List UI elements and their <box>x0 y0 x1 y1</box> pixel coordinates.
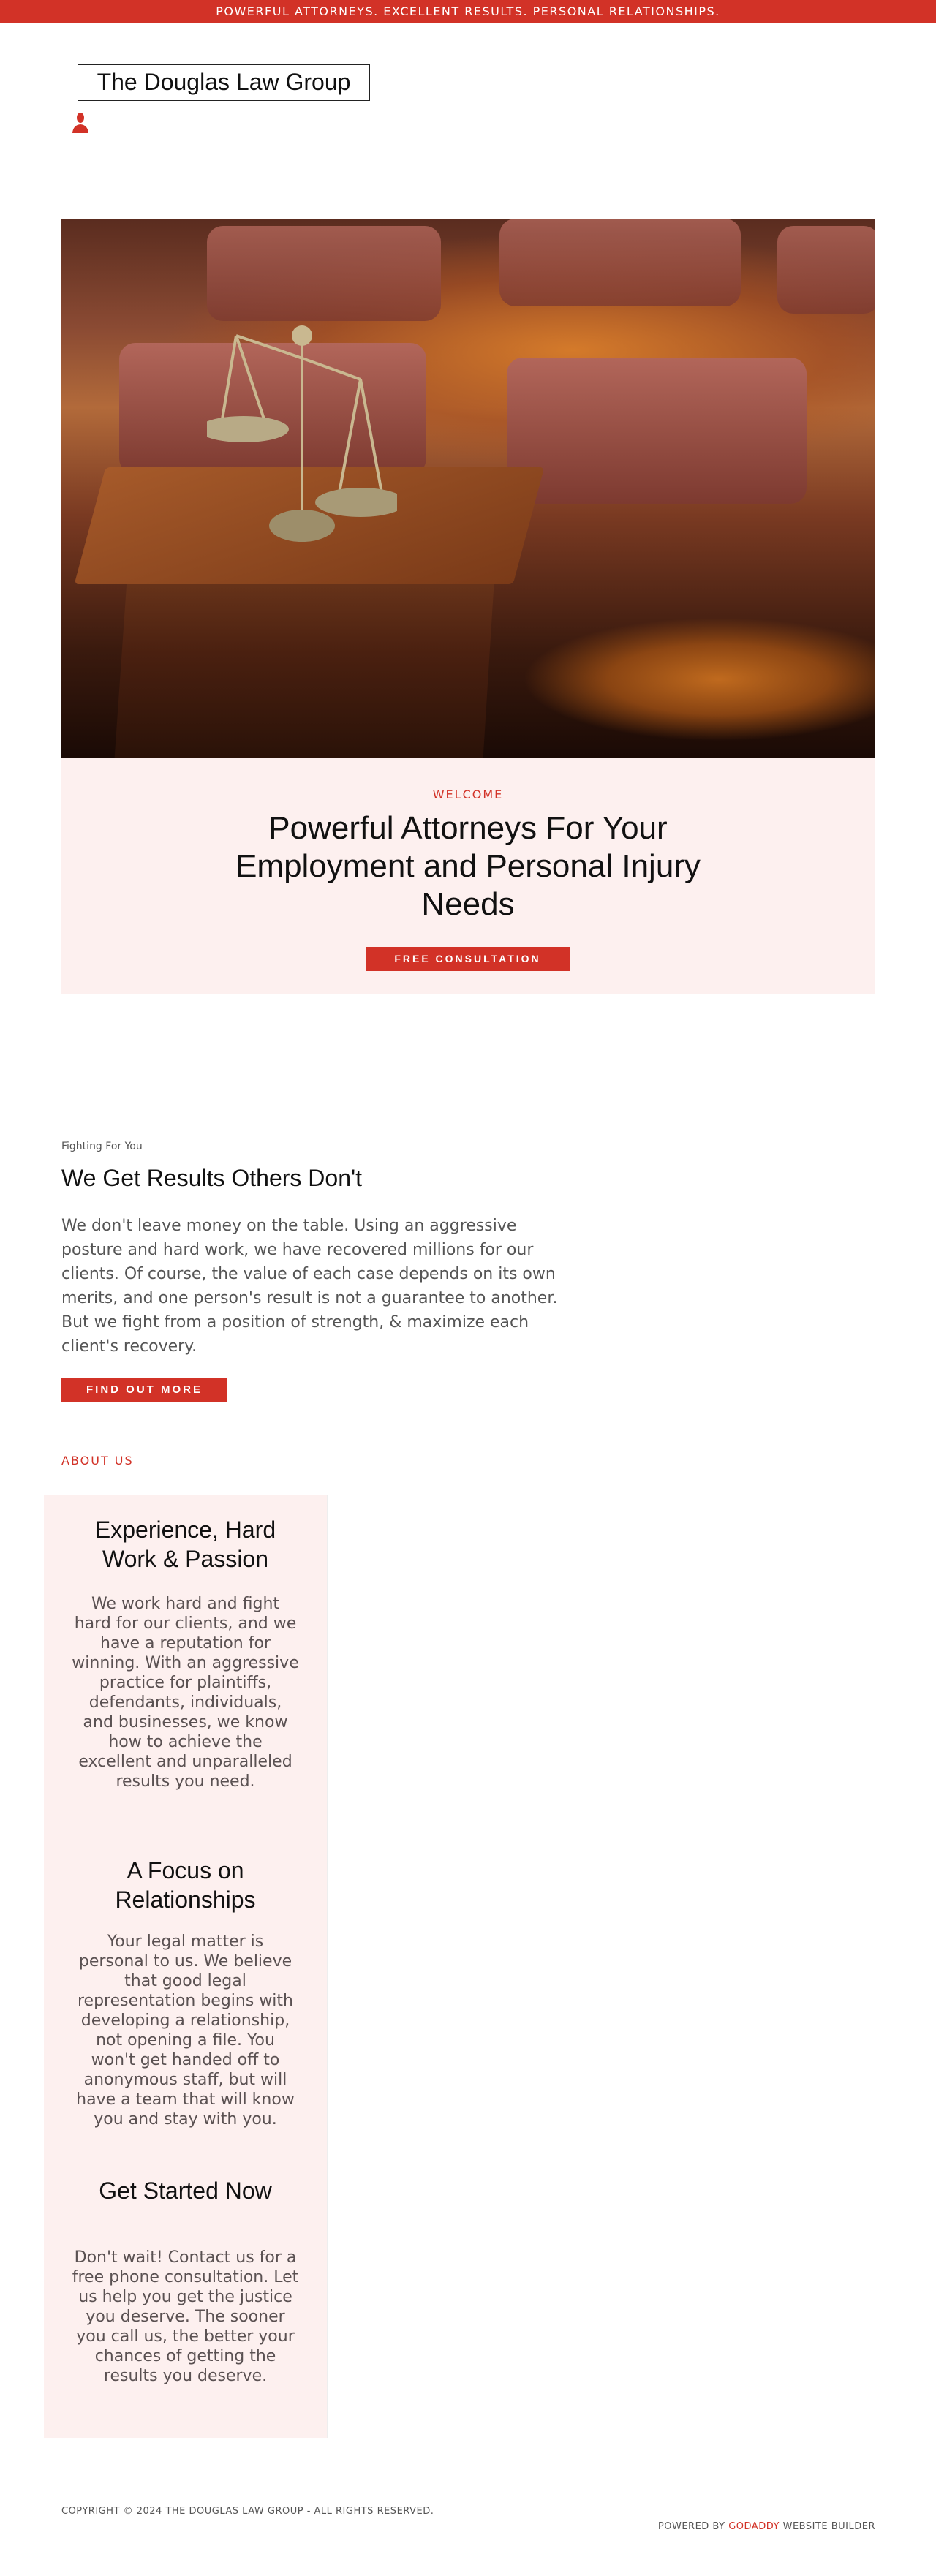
powered-by <box>658 2521 875 2532</box>
about-us-label: ABOUT US <box>61 1454 134 1468</box>
free-consultation-button[interactable]: FREE CONSULTATION <box>366 947 570 971</box>
about-card-text: Don't wait! Contact us for a free phone consultation. Let us help you get the justice you deserve. The sooner you call us, the better your chances of getting the results you deserve. <box>72 2248 299 2385</box>
results-title: We Get Results Others Don't <box>61 1165 362 1191</box>
announcement-bar: POWERFUL ATTORNEYS. EXCELLENT RESULTS. PERSONAL RELATIONSHIPS. <box>0 0 936 23</box>
welcome-panel <box>61 758 875 994</box>
find-out-more-button[interactable]: FIND OUT MORE <box>61 1378 227 1402</box>
about-card-title: A Focus on Relationships <box>115 1857 256 1913</box>
site-logo[interactable]: The Douglas Law Group <box>78 64 370 101</box>
about-card-title: Experience, Hard Work & Passion <box>94 1516 276 1572</box>
welcome-eyebrow: WELCOME <box>432 787 504 801</box>
hero-image-courtroom-scales <box>61 219 875 758</box>
hero-title: Powerful Attorneys For Your Employment and Personal Injury Needs <box>235 810 701 922</box>
powered-by-suffix: WEBSITE BUILDER <box>782 2521 875 2532</box>
godaddy-link[interactable]: GODADDY <box>728 2521 780 2532</box>
results-text: We don't leave money on the table. Using an aggressive posture and hard work, we have recovered millions for our clients. Of course, the value of each case depends on its own merits, and one person's result is not a guarantee to another. But we fight from a position of strength, & maximize each client's recovery. <box>61 1217 558 1356</box>
about-card <box>44 2176 327 2386</box>
copyright-text: COPYRIGHT © 2024 THE DOUGLAS LAW GROUP - ALL RIGHTS RESERVED. <box>61 2506 434 2517</box>
results-eyebrow: Fighting For You <box>61 1141 143 1152</box>
about-card-text: We work hard and fight hard for our clients, and we have a reputation for winning. With an aggressive practice for plaintiffs, defendants, individuals, and businesses, we know how to achieve the excellent and unparalleled results you need. <box>72 1595 299 1791</box>
powered-by-prefix: POWERED BY <box>657 2521 725 2532</box>
about-cards <box>44 1495 327 2438</box>
about-card-text: Your legal matter is personal to us. We believe that good legal representation begins with developing a relationship, not opening a file. You won't get handed off to anonymous staff, but will have a team that will know you and stay with you. <box>76 1933 295 2129</box>
about-card <box>44 1515 327 1791</box>
about-card-title: Get Started Now <box>99 2177 272 2204</box>
about-card <box>44 1856 327 2129</box>
user-icon[interactable] <box>71 112 90 134</box>
